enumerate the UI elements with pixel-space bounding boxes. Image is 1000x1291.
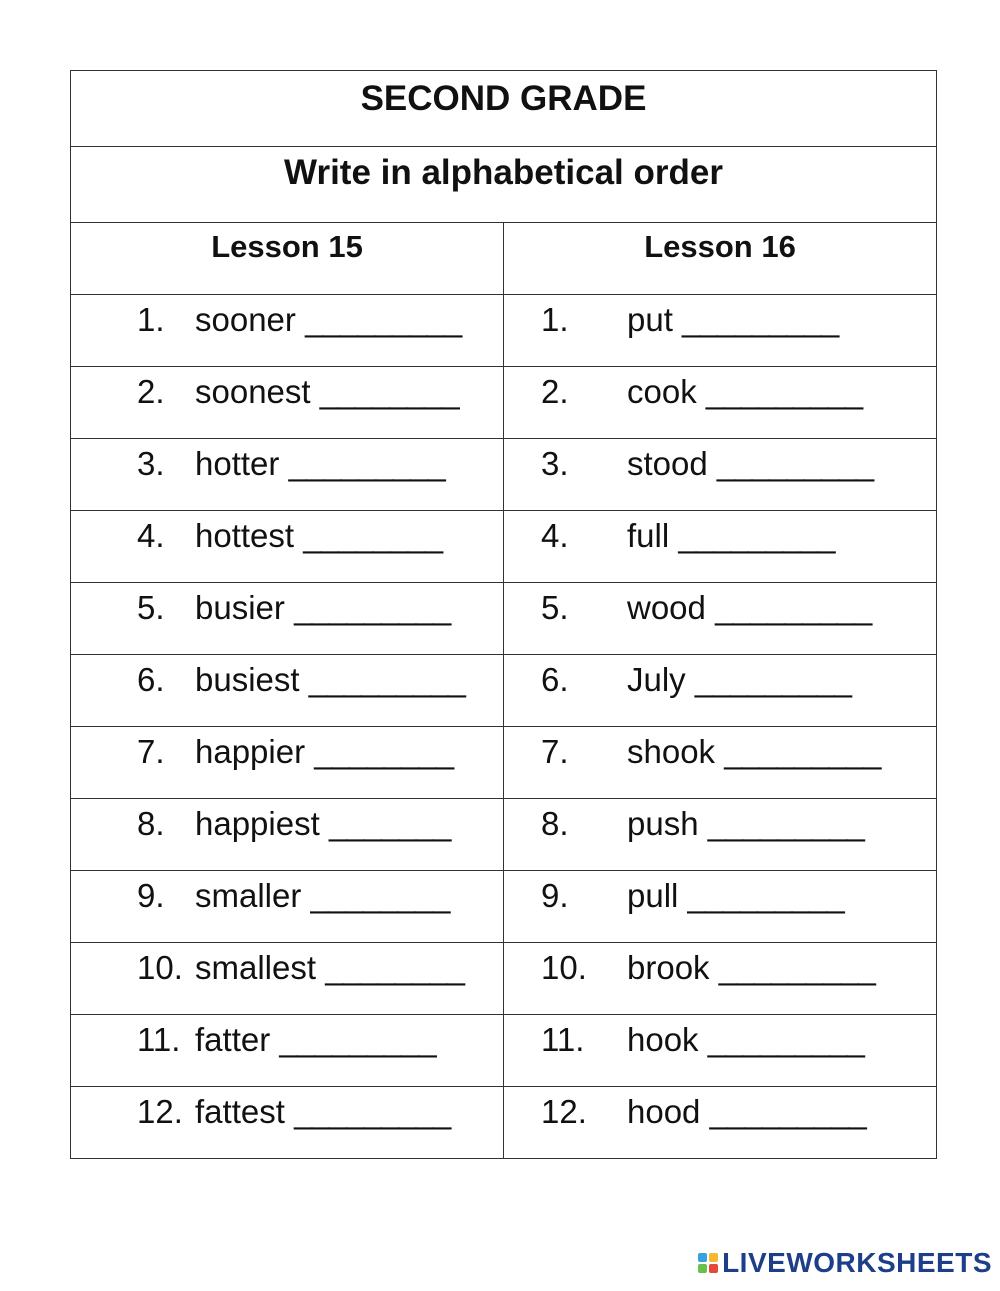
answer-blank[interactable]: _________: [294, 589, 451, 626]
list-item: [504, 511, 937, 583]
list-item: [504, 799, 937, 871]
table-row: [71, 1015, 937, 1087]
item-word: hotter: [195, 445, 280, 482]
item-word: full: [627, 517, 670, 554]
answer-blank[interactable]: _________: [279, 1021, 436, 1058]
item-word: shook: [627, 733, 716, 770]
item-number: 1.: [137, 301, 165, 338]
list-item: [71, 655, 504, 727]
item-word: brook: [627, 949, 710, 986]
list-item: [71, 1087, 504, 1159]
table-row: [71, 943, 937, 1015]
item-word: soonest: [195, 373, 311, 410]
list-item: [71, 1015, 504, 1087]
table-row: [71, 583, 937, 655]
lesson-16-heading: Lesson 16: [504, 223, 937, 295]
item-word: happier: [195, 733, 306, 770]
item-number: 6.: [137, 661, 165, 698]
table-row: [71, 871, 937, 943]
list-item: [504, 295, 937, 367]
item-number: 8.: [137, 805, 165, 842]
item-number: 7.: [541, 733, 569, 770]
table-row: [71, 511, 937, 583]
liveworksheets-logo: [698, 1247, 992, 1279]
item-number: 2.: [137, 373, 165, 410]
list-item: [504, 1087, 937, 1159]
item-number: 6.: [541, 661, 569, 698]
item-number: 5.: [541, 589, 569, 626]
answer-blank[interactable]: ________: [303, 517, 443, 554]
item-number: 10.: [541, 949, 587, 986]
answer-blank[interactable]: _________: [715, 589, 872, 626]
answer-blank[interactable]: _________: [687, 877, 844, 914]
list-item: [504, 439, 937, 511]
list-item: [71, 439, 504, 511]
answer-blank[interactable]: _________: [716, 445, 874, 482]
item-word: smallest: [195, 949, 317, 986]
table-row: [71, 727, 937, 799]
list-item: [71, 871, 504, 943]
list-item: [504, 655, 937, 727]
item-number: 11.: [137, 1021, 181, 1058]
item-number: 3.: [541, 445, 569, 482]
item-number: 7.: [137, 733, 165, 770]
table-row: [71, 799, 937, 871]
item-word: hood: [627, 1093, 701, 1130]
list-item: [504, 871, 937, 943]
list-item: [71, 727, 504, 799]
lesson-15-heading: Lesson 15: [71, 223, 504, 295]
table-row: [71, 367, 937, 439]
worksheet-title: SECOND GRADE: [71, 71, 937, 147]
item-word: fattest: [195, 1093, 285, 1130]
list-item: [71, 511, 504, 583]
answer-blank[interactable]: ________: [319, 373, 459, 410]
item-word: hottest: [195, 517, 295, 554]
table-row: [71, 655, 937, 727]
item-word: push: [627, 805, 699, 842]
item-number: 11.: [541, 1021, 585, 1058]
item-word: busiest: [195, 661, 300, 698]
answer-blank[interactable]: _________: [682, 301, 839, 338]
list-item: [504, 943, 937, 1015]
answer-blank[interactable]: _________: [678, 517, 835, 554]
item-number: 2.: [541, 373, 569, 410]
item-word: cook: [627, 373, 697, 410]
answer-blank[interactable]: _________: [724, 733, 881, 770]
list-item: [504, 1015, 937, 1087]
list-item: [71, 799, 504, 871]
worksheet-table: [70, 70, 937, 1159]
answer-blank[interactable]: _________: [694, 661, 852, 698]
answer-blank[interactable]: ________: [314, 733, 454, 770]
item-number: 3.: [137, 445, 165, 482]
item-number: 4.: [137, 517, 165, 554]
item-word: smaller: [195, 877, 302, 914]
logo-text: LIVEWORKSHEETS: [722, 1247, 992, 1278]
item-word: busier: [195, 589, 285, 626]
answer-blank[interactable]: _________: [288, 445, 445, 482]
list-item: [71, 943, 504, 1015]
answer-blank[interactable]: _________: [707, 1021, 864, 1058]
answer-blank[interactable]: _______: [328, 805, 451, 842]
item-word: put: [627, 301, 673, 338]
table-row: [71, 295, 937, 367]
item-number: 5.: [137, 589, 165, 626]
answer-blank[interactable]: ________: [310, 877, 450, 914]
table-row: [71, 1087, 937, 1159]
answer-blank[interactable]: _________: [707, 805, 864, 842]
item-word: fatter: [195, 1021, 271, 1058]
item-word: happiest: [195, 805, 320, 842]
item-number: 8.: [541, 805, 569, 842]
list-item: [71, 367, 504, 439]
item-number: 12.: [137, 1093, 183, 1130]
list-item: [504, 367, 937, 439]
answer-blank[interactable]: _________: [305, 301, 462, 338]
item-number: 4.: [541, 517, 569, 554]
item-word: wood: [627, 589, 706, 626]
list-item: [71, 295, 504, 367]
item-word: stood: [627, 445, 708, 482]
item-word: pull: [627, 877, 679, 914]
item-number: 9.: [137, 877, 165, 914]
answer-blank[interactable]: _________: [308, 661, 465, 698]
list-item: [71, 583, 504, 655]
item-number: 10.: [137, 949, 183, 986]
answer-blank[interactable]: _________: [705, 373, 863, 410]
instruction-text: Write in alphabetical order: [71, 147, 937, 223]
list-item: [504, 727, 937, 799]
answer-blank[interactable]: _________: [709, 1093, 866, 1130]
logo-blocks-icon: [698, 1253, 718, 1273]
item-number: 12.: [541, 1093, 587, 1130]
item-number: 9.: [541, 877, 569, 914]
item-word: hook: [627, 1021, 699, 1058]
table-row: [71, 439, 937, 511]
item-word: July: [627, 661, 686, 698]
answer-blank[interactable]: _________: [294, 1093, 451, 1130]
list-item: [504, 583, 937, 655]
item-word: sooner: [195, 301, 296, 338]
item-number: 1.: [541, 301, 569, 338]
answer-blank[interactable]: ________: [325, 949, 465, 986]
answer-blank[interactable]: _________: [718, 949, 875, 986]
